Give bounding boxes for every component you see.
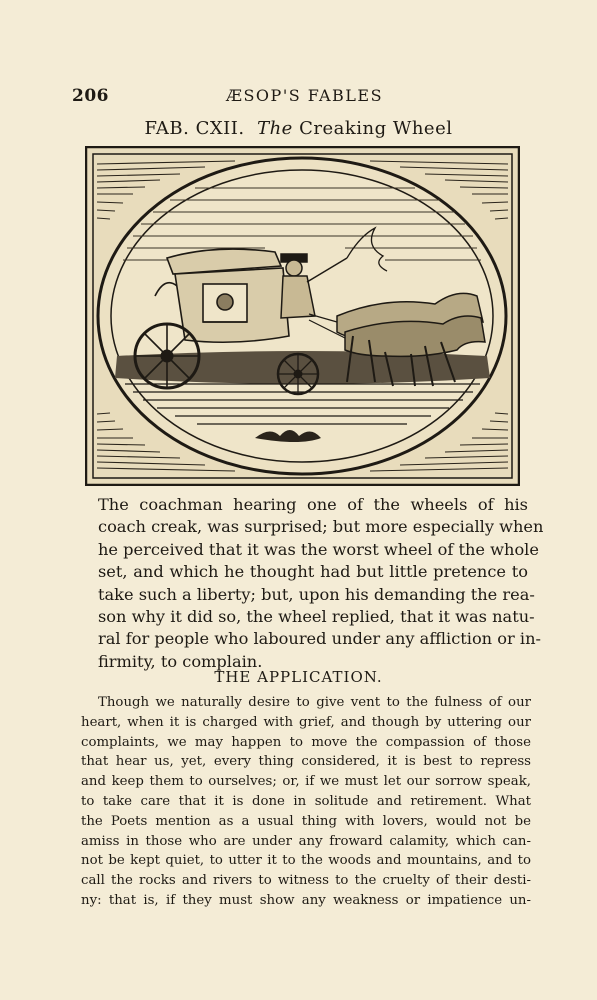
application-text [81, 693, 531, 911]
story-line: firmity, to complain. [98, 651, 263, 671]
story-line: ral for people who laboured under any affliction or in- [98, 629, 541, 649]
fable-number: FAB. CXII. [144, 118, 245, 139]
story-line: son why it did so, the wheel replied, that it was natu- [98, 607, 535, 627]
application-line: that hear us, yet, every thing considered, it is best to repress [81, 754, 531, 770]
application-line: the Poets mention as a usual thing with lovers, would not be [81, 813, 531, 829]
application-line: Though we naturally desire to give vent to the fulness of our [98, 695, 531, 710]
story-line: coach creak, was surprised; but more especially when [98, 517, 544, 537]
fable-story [98, 494, 544, 673]
woodcut-illustration [85, 146, 520, 486]
story-line: The coachman hearing one of the wheels of his [98, 495, 528, 514]
application-line: call the rocks and rivers to witness to the cruelty of their desti- [81, 873, 531, 889]
fable-title [60, 118, 537, 139]
running-head [72, 86, 537, 106]
application-line: ny: that is, if they must show any weakness or impatience un- [81, 892, 531, 908]
application-line: not be kept quiet, to utter it to the woods and mountains, and to [81, 853, 531, 869]
story-line: take such a liberty; but, upon his demanding the rea- [98, 584, 535, 604]
application-line: and keep them to ourselves; or, if we must let our sorrow speak, [81, 774, 531, 790]
story-line: set, and which he thought had but little pretence to [98, 562, 528, 582]
fable-title-name: Creaking Wheel [299, 118, 453, 139]
application-line: heart, when it is charged with grief, and though by uttering our [81, 714, 531, 730]
running-title: ÆSOP'S FABLES [225, 86, 384, 105]
story-line: he perceived that it was the worst wheel of the whole [98, 539, 539, 559]
fable-title-article: The [257, 118, 293, 139]
application-line: to take care that it is done in solitude and retirement. What [81, 793, 531, 809]
application-line: amiss in those who are under any froward calamity, which can- [81, 833, 531, 849]
page-number: 206 [72, 86, 109, 106]
application-line: complaints, we may happen to move the compassion of those [81, 734, 531, 750]
application-heading: THE APPLICATION. [214, 668, 383, 686]
